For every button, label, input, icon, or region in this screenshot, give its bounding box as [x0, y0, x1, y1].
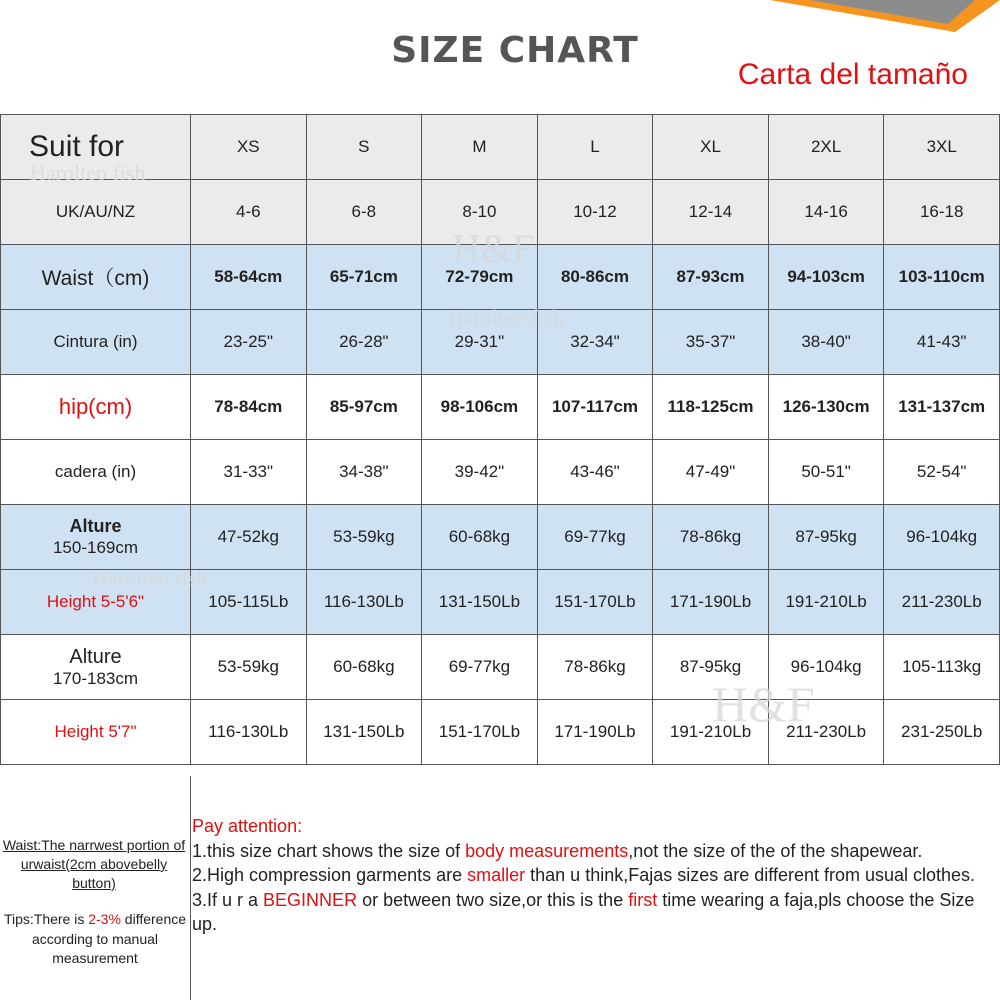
table-cell: 131-150Lb: [422, 570, 538, 635]
note-3-text: or between two size,or this is the: [357, 889, 629, 910]
row-label-alture-1: [1, 505, 191, 570]
note-1: [192, 839, 982, 864]
table-cell: 78-86kg: [537, 635, 653, 700]
table-cell: 131-137cm: [884, 375, 1000, 440]
page-subtitle: Carta del tamaño: [737, 58, 968, 91]
note-1-text: ,not the size of the of the shapewear.: [628, 840, 923, 861]
table-cell: 4-6: [191, 180, 307, 245]
note-3-text: time wearing a faja,pls choose the Size up.: [192, 889, 975, 934]
size-cell: 3XL: [884, 115, 1000, 180]
table-cell: 78-86kg: [653, 505, 769, 570]
note-3-highlight: BEGINNER: [263, 889, 358, 910]
table-cell: 78-84cm: [191, 375, 307, 440]
table-cell: 87-95kg: [653, 635, 769, 700]
size-cell: XL: [653, 115, 769, 180]
attention-notes: [192, 814, 982, 937]
tips-highlight: 2-3%: [88, 911, 121, 927]
table-cell: 53-59kg: [306, 505, 422, 570]
note-1-highlight: body measurements: [465, 840, 629, 861]
table-cell: 87-95kg: [768, 505, 884, 570]
note-1-text: 1.this size chart shows the size of: [192, 840, 466, 861]
table-cell: 39-42": [422, 440, 538, 505]
table-cell: 211-230Lb: [884, 570, 1000, 635]
tips-note: [0, 910, 190, 969]
table-cell: 60-68kg: [306, 635, 422, 700]
size-cell: S: [306, 115, 422, 180]
size-chart-table: [0, 114, 1000, 765]
table-cell: 31-33": [191, 440, 307, 505]
tips-suffix: difference according to manual measurement: [31, 911, 187, 967]
table-cell: 8-10: [422, 180, 538, 245]
table-cell: 171-190Lb: [653, 570, 769, 635]
table-cell: 211-230Lb: [768, 700, 884, 765]
table-cell: 191-210Lb: [653, 700, 769, 765]
table-cell: 41-43": [884, 310, 1000, 375]
note-2-highlight: smaller: [467, 865, 526, 885]
row-label-cadera: cadera (in): [1, 440, 191, 505]
table-cell: 126-130cm: [768, 375, 884, 440]
table-cell: 26-28": [306, 310, 422, 375]
table-cell: 32-34": [537, 310, 653, 375]
table-cell: 47-52kg: [191, 505, 307, 570]
table-cell: 23-25": [191, 310, 307, 375]
note-3: [192, 888, 982, 937]
size-cell: M: [422, 115, 538, 180]
table-cell: 94-103cm: [768, 245, 884, 310]
table-cell: 43-46": [537, 440, 653, 505]
row-label-alture-2: [1, 635, 191, 700]
page-title: SIZE CHART: [391, 30, 639, 71]
side-notes-panel: [0, 776, 191, 1000]
table-cell: 118-125cm: [653, 375, 769, 440]
table-cell: 60-68kg: [422, 505, 538, 570]
note-3-text: 3.If u r a: [192, 889, 264, 910]
size-header-row: [1, 115, 1000, 180]
tips-prefix: Tips:There is: [3, 911, 89, 927]
table-cell: 151-170Lb: [537, 570, 653, 635]
table-cell: 105-113kg: [884, 635, 1000, 700]
alture-label: Alture: [69, 645, 122, 668]
table-cell: 47-49": [653, 440, 769, 505]
row-label-waist: Waist（cm): [1, 245, 191, 310]
row-label-height-1: Height 5-5'6": [1, 570, 191, 635]
table-cell: 52-54": [884, 440, 1000, 505]
note-2: [192, 863, 982, 888]
table-cell: 107-117cm: [537, 375, 653, 440]
table-cell: 14-16: [768, 180, 884, 245]
watermark-brand: Harolteo fish: [30, 160, 146, 185]
table-cell: 34-38": [306, 440, 422, 505]
table-cell: 96-104kg: [768, 635, 884, 700]
table-cell: 116-130Lb: [191, 700, 307, 765]
table-cell: 50-51": [768, 440, 884, 505]
row-label-suit-for: Suit for: [1, 115, 191, 180]
waist-definition-text: Waist:The narrwest portion of urwaist(2cm abovebelly button): [2, 837, 186, 891]
table-cell: 38-40": [768, 310, 884, 375]
table-cell: 10-12: [537, 180, 653, 245]
table-cell: 35-37": [653, 310, 769, 375]
watermark-logo: H&F: [452, 226, 535, 271]
size-cell: 2XL: [768, 115, 884, 180]
watermark-brand: Harolteo fish: [448, 305, 564, 330]
row-label-cintura: Cintura (in): [1, 310, 191, 375]
table-cell: 16-18: [884, 180, 1000, 245]
cadera-in-row: [1, 440, 1000, 505]
alture-range: 170-183cm: [52, 668, 139, 688]
table-cell: 171-190Lb: [537, 700, 653, 765]
table-cell: 131-150Lb: [306, 700, 422, 765]
note-2-text: 2.High compression garments are: [192, 865, 468, 885]
table-cell: 69-77kg: [537, 505, 653, 570]
table-cell: 72-79cm: [422, 245, 538, 310]
table-cell: 231-250Lb: [884, 700, 1000, 765]
table-cell: 80-86cm: [537, 245, 653, 310]
alture-150-169-row: [1, 505, 1000, 570]
table-cell: 191-210Lb: [768, 570, 884, 635]
cintura-in-row: [1, 310, 1000, 375]
row-label-uk: UK/AU/NZ: [1, 180, 191, 245]
alture-range: 150-169cm: [52, 537, 139, 557]
hip-cm-row: [1, 375, 1000, 440]
alture-label: Alture: [69, 516, 122, 536]
table-cell: 12-14: [653, 180, 769, 245]
table-cell: 6-8: [306, 180, 422, 245]
height-5-7-row: [1, 700, 1000, 765]
table-cell: 103-110cm: [884, 245, 1000, 310]
table-cell: 65-71cm: [306, 245, 422, 310]
row-label-hip: hip(cm): [1, 375, 191, 440]
waist-cm-row: [1, 245, 1000, 310]
watermark-brand: Harolteo fish: [92, 566, 208, 591]
alture-170-183-row: [1, 635, 1000, 700]
row-label-height-2: Height 5'7": [1, 700, 191, 765]
table-cell: 58-64cm: [191, 245, 307, 310]
note-3-highlight: first: [628, 889, 658, 910]
height-5-5-6-row: [1, 570, 1000, 635]
table-cell: 69-77kg: [422, 635, 538, 700]
table-cell: 29-31": [422, 310, 538, 375]
table-cell: 53-59kg: [191, 635, 307, 700]
notes-heading: Pay attention:: [192, 816, 303, 836]
size-cell: L: [537, 115, 653, 180]
table-cell: 151-170Lb: [422, 700, 538, 765]
table-cell: 105-115Lb: [191, 570, 307, 635]
size-cell: XS: [191, 115, 307, 180]
table-cell: 87-93cm: [653, 245, 769, 310]
table-cell: 98-106cm: [422, 375, 538, 440]
table-cell: 85-97cm: [306, 375, 422, 440]
table-cell: 96-104kg: [884, 505, 1000, 570]
uk-au-nz-row: [1, 180, 1000, 245]
waist-definition-note: [2, 836, 186, 893]
table-cell: 116-130Lb: [306, 570, 422, 635]
watermark-logo: H&F: [712, 676, 815, 732]
note-2-text: than u think,Fajas sizes are different from usual clothes.: [525, 865, 976, 885]
